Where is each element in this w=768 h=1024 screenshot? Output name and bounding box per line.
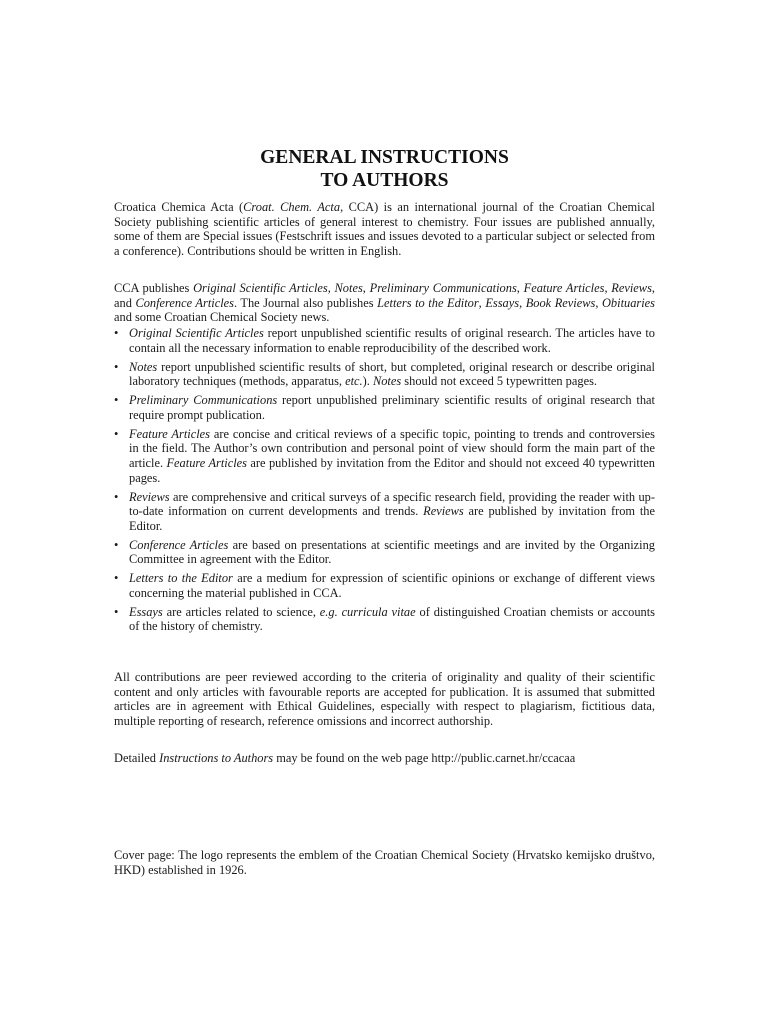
bullet-icon: • bbox=[114, 393, 119, 408]
list-item-feature-articles: • Feature Articles are concise and critical reviews of a specific topic, pointing to trends and controversies in the field. The Author’s own contribution and personal point of view should form the main part of the article. Feature Articles are published by invitation from the Editor and should not exceed 40 typewritten pages. bbox=[114, 426, 655, 485]
article-types-paragraph: CCA publishes Original Scientific Articles, Notes, Preliminary Communications, Feature Articles, Reviews, and Conference Articles. The Journal also publishes Letters to the Editor, Essays, Book Reviews, Obituaries and some Croatian Chemical Society news. bbox=[114, 281, 655, 325]
list-item-letters-to-editor: • Letters to the Editor are a medium for expression of scientific opinions or exchange of different views concerning the material published in CCA. bbox=[114, 571, 656, 600]
detailed-instructions-paragraph: Detailed Instructions to Authors may be found on the web page http://public.carnet.hr/ccacaa bbox=[114, 751, 576, 765]
title-line-2: TO AUTHORS bbox=[320, 170, 449, 192]
bullet-icon: • bbox=[114, 489, 119, 504]
list-item-original-articles: • Original Scientific Articles report unpublished scientific results of original research. The articles have to contain all the necessary information to enable reproducibility of the described work. bbox=[114, 326, 655, 355]
page-title bbox=[114, 146, 655, 192]
bullet-icon: • bbox=[114, 537, 119, 552]
bullet-icon: • bbox=[114, 326, 119, 340]
bullet-icon: • bbox=[114, 359, 119, 374]
bullet-icon: • bbox=[114, 604, 119, 619]
list-item-reviews: • Reviews are comprehensive and critical surveys of a specific research field, providing the reader with up-to-date information on current developments and trends. Reviews are published by invitation from the Editor. bbox=[114, 489, 655, 533]
title-line-1: GENERAL INSTRUCTIONS bbox=[260, 147, 509, 169]
peer-review-paragraph: All contributions are peer reviewed according to the criteria of originality and quality of their scientific content and only articles with favourable reports are accepted for publication. It is assumed that submitted articles are in agreement with Ethical Guidelines, especially with respect to plagiarism, fictitious data, multiple reporting of research, reference omissions and incorrect authorship. bbox=[114, 670, 655, 728]
list-item-notes: • Notes report unpublished scientific results of short, but completed, original research or describe original laboratory techniques (methods, apparatus, etc.). Notes should not exceed 5 typewritten pages. bbox=[114, 359, 655, 389]
list-item-essays: • Essays are articles related to science, e.g. curricula vitae of distinguished Croatian chemists or accounts of the history of chemistry. bbox=[114, 604, 655, 634]
list-item-conference-articles: • Conference Articles are based on presentations at scientific meetings and are invited by the Organizing Committee in agreement with the Editor. bbox=[114, 537, 655, 567]
bullet-icon: • bbox=[114, 571, 119, 586]
cover-page-note: Cover page: The logo represents the emblem of the Croatian Chemical Society (Hrvatsko kemijsko društvo, HKD) established in 1926. bbox=[114, 848, 655, 877]
intro-paragraph: Croatica Chemica Acta (Croat. Chem. Acta, CCA) is an international journal of the Croatian Chemical Society publishing scientific articles of general interest to chemistry. Four issues are published annually, some of them are Special issues (Festschrift issues and issues devoted to a particular subject or selected from a conference). Contributions should be written in English. bbox=[114, 200, 655, 258]
article-types-list bbox=[114, 326, 655, 638]
bullet-icon: • bbox=[114, 426, 119, 441]
list-item-preliminary-communications: • Preliminary Communications report unpublished preliminary scientific results of original research that require prompt publication. bbox=[114, 393, 655, 422]
